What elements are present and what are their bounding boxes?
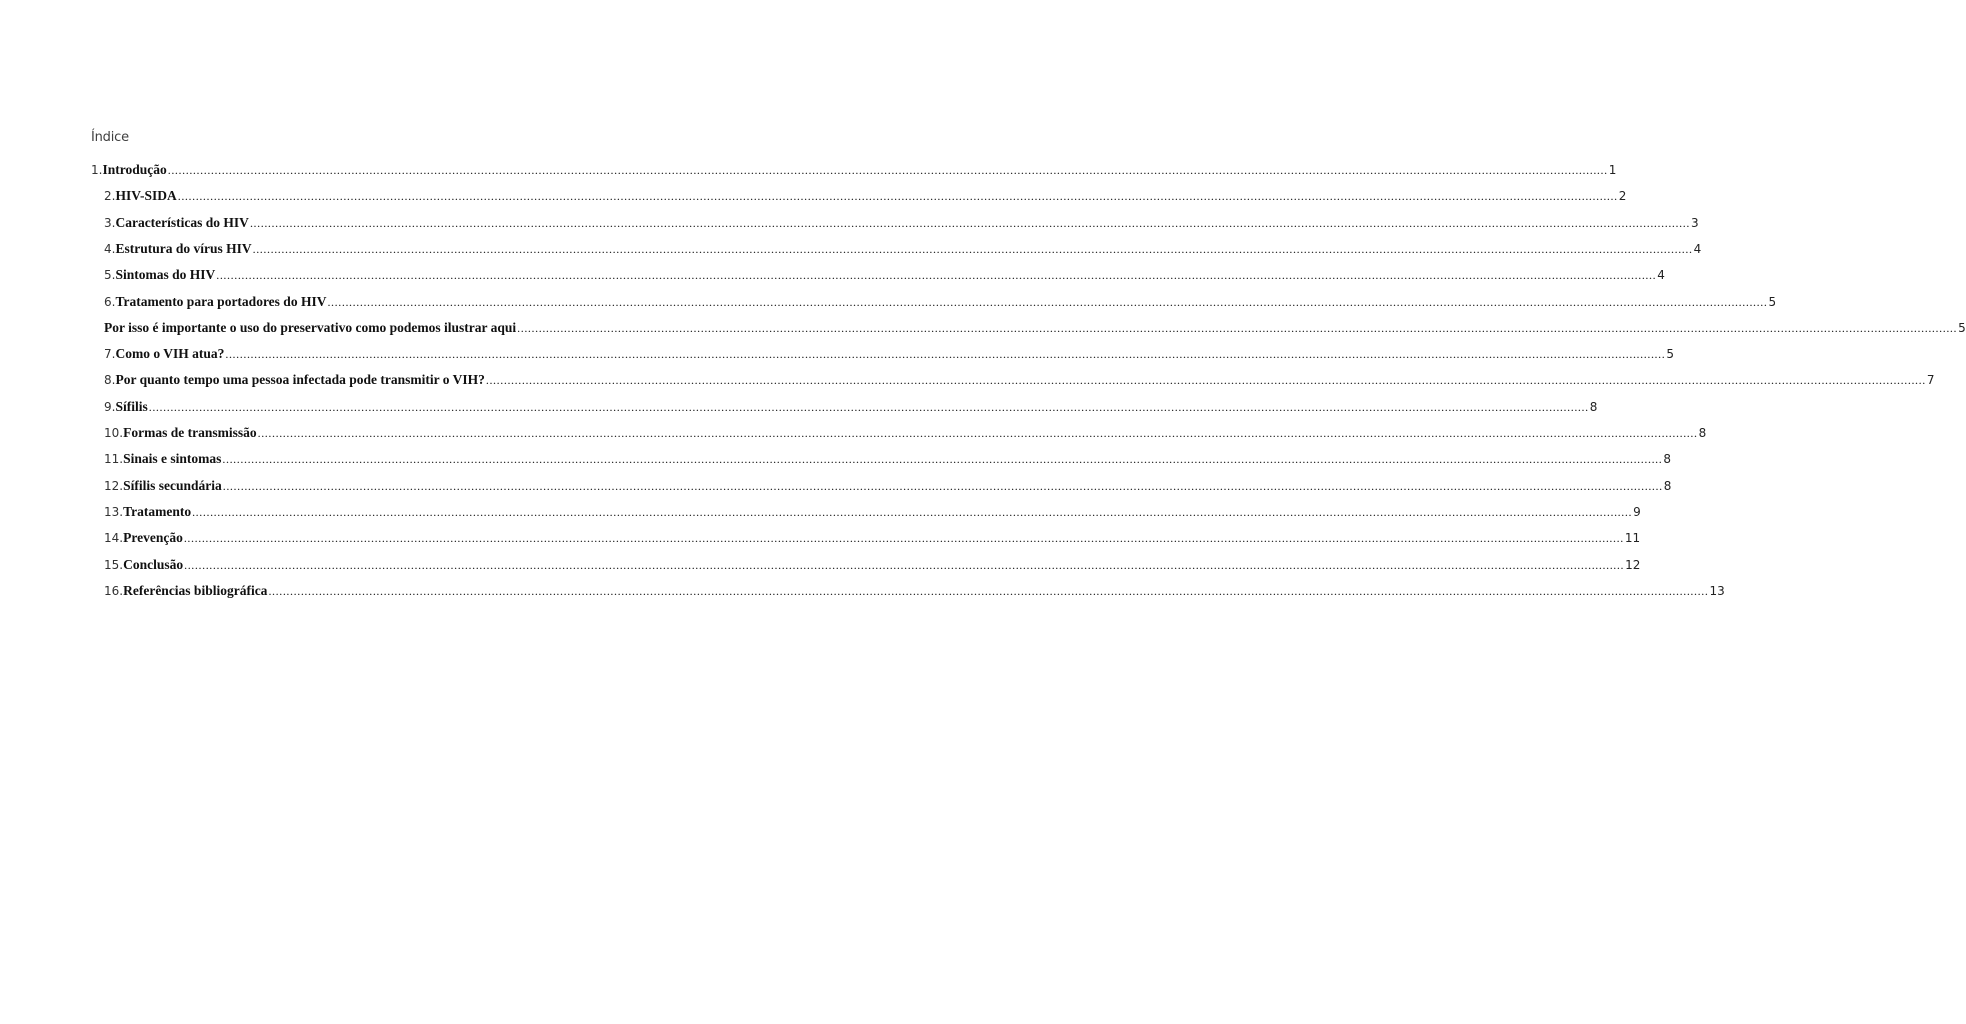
- toc-leader-dots: ................................................................................................................................................................................................................................................................................................................................................................................................................: [222, 478, 1663, 493]
- toc-entry-page-number: 13: [1709, 583, 1725, 598]
- toc-entry[interactable]: [104, 319, 1966, 342]
- toc-entry[interactable]: [104, 372, 1935, 394]
- toc-entry[interactable]: [104, 556, 1641, 579]
- toc-leader-dots: ................................................................................................................................................................................................................................................................................................................................................................................................................: [183, 531, 1624, 546]
- toc-entry-page-number: 7: [1926, 373, 1935, 388]
- toc-entry[interactable]: [104, 398, 1598, 421]
- toc-entry-number: 4.: [104, 241, 116, 256]
- toc-leader-dots: ................................................................................................................................................................................................................................................................................................................................................................................................................: [148, 399, 1589, 414]
- toc-leader-dots: ................................................................................................................................................................................................................................................................................................................................................................................................................: [216, 268, 1657, 283]
- toc-entry[interactable]: [104, 425, 1707, 447]
- toc-entry[interactable]: [104, 293, 1777, 316]
- toc-entry-title[interactable]: Sífilis secundária: [123, 477, 222, 493]
- toc-entry-title[interactable]: Por isso é importante o uso do preservativo como podemos ilustrar aqui: [104, 319, 517, 335]
- toc-entry-number: 6.: [104, 294, 116, 309]
- toc-entry-page-number: 4: [1657, 268, 1665, 283]
- toc-entry[interactable]: [104, 267, 1665, 289]
- toc-entry-page-number: 5: [1768, 294, 1777, 309]
- toc-leader-dots: ................................................................................................................................................................................................................................................................................................................................................................................................................: [167, 163, 1608, 177]
- toc-entry-number: 13.: [104, 504, 124, 519]
- toc-entry-title[interactable]: Referências bibliográfica: [123, 582, 268, 598]
- toc-entry-page-number: 1: [1608, 163, 1617, 177]
- toc-entry[interactable]: [104, 477, 1672, 500]
- toc-entry[interactable]: [104, 240, 1702, 263]
- toc-leader-dots: ................................................................................................................................................................................................................................................................................................................................................................................................................: [177, 189, 1618, 204]
- toc-entry-page-number: 5: [1666, 347, 1674, 362]
- toc-entry-number: 3.: [104, 215, 116, 230]
- toc-entry[interactable]: [104, 582, 1725, 605]
- toc-entry-page-number: 3: [1690, 215, 1699, 230]
- toc-entry-title[interactable]: HIV-SIDA: [115, 188, 177, 204]
- toc-entry-title[interactable]: Como o VIH atua?: [115, 346, 225, 362]
- toc-entry-page-number: 4: [1693, 241, 1702, 256]
- toc-entry-number: 2.: [104, 189, 116, 204]
- toc-leader-dots: ................................................................................................................................................................................................................................................................................................................................................................................................................: [192, 504, 1633, 519]
- toc-leader-dots: ................................................................................................................................................................................................................................................................................................................................................................................................................: [517, 320, 1958, 335]
- toc-entry-page-number: 8: [1663, 478, 1672, 493]
- toc-entry-number: 12.: [104, 478, 124, 493]
- toc-entry-number: 16.: [104, 583, 124, 598]
- toc-entry-page-number: 8: [1698, 426, 1707, 440]
- toc-leader-dots: ................................................................................................................................................................................................................................................................................................................................................................................................................: [249, 215, 1690, 230]
- toc-entry-title[interactable]: Prevenção: [123, 530, 183, 546]
- toc-entry-title[interactable]: Características do HIV: [115, 214, 249, 230]
- toc-entry-title[interactable]: Conclusão: [123, 556, 184, 572]
- toc-entry-page-number: 8: [1589, 399, 1598, 414]
- toc-entry-title[interactable]: Por quanto tempo uma pessoa infectada pode transmitir o VIH?: [115, 372, 485, 388]
- toc-entry[interactable]: [104, 346, 1674, 368]
- toc-leader-dots: ................................................................................................................................................................................................................................................................................................................................................................................................................: [222, 452, 1663, 467]
- toc-leader-dots: ................................................................................................................................................................................................................................................................................................................................................................................................................: [257, 426, 1698, 440]
- toc-heading: Índice: [91, 130, 129, 145]
- toc-entry[interactable]: [104, 503, 1641, 526]
- toc-entry-page-number: 5: [1958, 320, 1966, 335]
- toc-leader-dots: ................................................................................................................................................................................................................................................................................................................................................................................................................: [184, 557, 1625, 572]
- toc-entry-number: 9.: [104, 399, 116, 414]
- toc-leader-dots: ................................................................................................................................................................................................................................................................................................................................................................................................................: [225, 347, 1666, 362]
- toc-entry-title[interactable]: Estrutura do vírus HIV: [115, 240, 252, 256]
- toc-entry-title[interactable]: Introdução: [102, 162, 167, 177]
- toc-entry-page-number: 8: [1663, 452, 1672, 467]
- toc-entry-page-number: 2: [1618, 189, 1627, 204]
- toc-entry[interactable]: [104, 451, 1672, 473]
- toc-entry[interactable]: [91, 162, 1617, 184]
- toc-entry-number: 10.: [104, 426, 124, 440]
- toc-entry-number: 1.: [91, 163, 103, 177]
- toc-entry-number: 8.: [104, 373, 116, 388]
- toc-entry-page-number: 9: [1633, 504, 1641, 519]
- toc-entry[interactable]: [104, 188, 1627, 210]
- toc-entry-title[interactable]: Tratamento para portadores do HIV: [115, 293, 327, 309]
- toc-entry-number: 7.: [104, 347, 116, 362]
- toc-entry[interactable]: [104, 530, 1641, 552]
- toc-entry-number: 14.: [104, 531, 124, 546]
- toc-entry-page-number: 11: [1624, 531, 1641, 546]
- toc-entry-page-number: 12: [1625, 557, 1641, 572]
- toc-entry-title[interactable]: Tratamento: [123, 503, 192, 519]
- toc-entry-title[interactable]: Sintomas do HIV: [115, 267, 216, 283]
- toc-entry-title[interactable]: Sinais e sintomas: [123, 451, 222, 467]
- toc-entry-number: 5.: [104, 268, 116, 283]
- toc-leader-dots: ................................................................................................................................................................................................................................................................................................................................................................................................................: [268, 583, 1709, 598]
- toc-entry-number: 11.: [104, 452, 124, 467]
- toc-leader-dots: ................................................................................................................................................................................................................................................................................................................................................................................................................: [252, 241, 1693, 256]
- toc-leader-dots: ................................................................................................................................................................................................................................................................................................................................................................................................................: [327, 294, 1768, 309]
- toc-entry[interactable]: [104, 214, 1699, 237]
- toc-entry-title[interactable]: Sífilis: [115, 398, 148, 414]
- toc-entry-number: 15.: [104, 557, 124, 572]
- toc-entry-title[interactable]: Formas de transmissão: [123, 425, 257, 440]
- toc-leader-dots: ................................................................................................................................................................................................................................................................................................................................................................................................................: [485, 373, 1926, 388]
